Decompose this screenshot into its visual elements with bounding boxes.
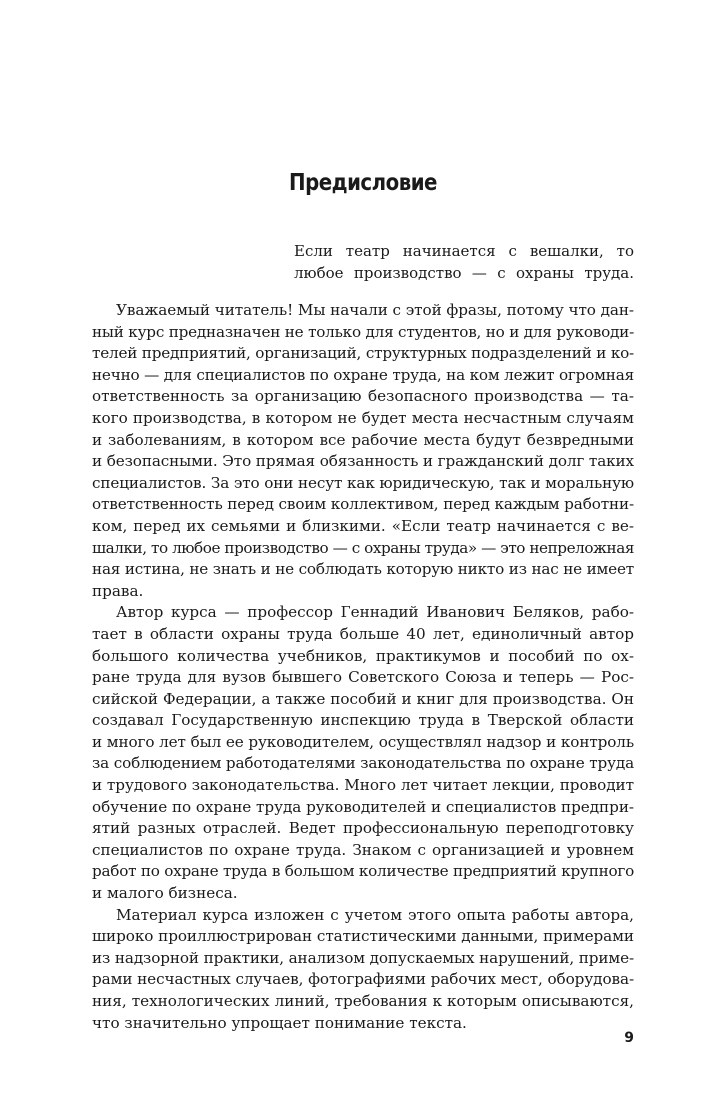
chapter-title: Предисловие (289, 170, 437, 196)
text-line: за соблюдением работодателями законодательства по охране труда (92, 754, 634, 773)
text-line: ответственность перед своим коллективом, перед каждым работни- (92, 495, 634, 514)
text-line: ком, перед их семьями и близкими. «Если театр начинается с ве- (92, 516, 634, 535)
text-line: ятий разных отраслей. Ведет профессиональную переподготовку (92, 819, 634, 838)
text-line: большого количества учебников, практикумов и пособий по ох- (92, 646, 634, 665)
text-line: Материал курса изложен с учетом этого опыта работы автора, (116, 905, 634, 924)
text-line: ная истина, не знать и не соблюдать которую никто из нас не имеет (92, 560, 634, 579)
text-line: ответственность за организацию безопасного производства — та- (92, 387, 634, 406)
text-line: работ по охране труда в большом количестве предприятий крупного (92, 862, 634, 881)
text-line: специалистов. За это они несут как юридическую, так и моральную (92, 473, 634, 492)
text-line: Уважаемый читатель! Мы начали с этой фразы, потому что дан- (116, 301, 634, 319)
text-line: тает в области охраны труда больше 40 лет, единоличный автор (92, 624, 634, 643)
text-line: широко проиллюстрирован статистическими данными, примерами (92, 927, 634, 946)
text-line: ране труда для вузов бывшего Советского Союза и теперь — Рос- (92, 668, 634, 687)
text-line: и безопасными. Это прямая обязанность и гражданский долг таких (92, 452, 634, 471)
text-line: сийской Федерации, а также пособий и книг для производства. Он (92, 689, 634, 708)
paragraph-2 (92, 602, 634, 904)
text-line: и трудового законодательства. Много лет читает лекции, проводит (92, 776, 634, 795)
paragraph-1 (92, 300, 634, 602)
text-line: Автор курса — профессор Геннадий Иванович Беляков, рабо- (116, 603, 634, 622)
epigraph-line: любое производство — с охраны труда. (294, 264, 634, 282)
text-line: рами несчастных случаев, фотографиями рабочих мест, оборудова- (92, 970, 634, 989)
text-line: телей предприятий, организаций, структурных подразделений и ко- (92, 344, 634, 363)
text-line: обучение по охране труда руководителей и специалистов предпри- (92, 797, 634, 816)
text-line: из надзорной практики, анализом допускаемых нарушений, приме- (92, 948, 634, 967)
text-line: кого производства, в котором не будет места несчастным случаям (92, 408, 634, 427)
body-text (92, 300, 634, 1034)
text-line: и много лет был ее руководителем, осуществлял надзор и контроль (92, 732, 634, 751)
text-line: и малого бизнеса. (92, 884, 238, 903)
epigraph (294, 240, 634, 284)
paragraph-3 (92, 905, 634, 1035)
page-number: 9 (624, 1030, 634, 1046)
text-line: права. (92, 581, 144, 600)
text-line: создавал Государственную инспекцию труда в Тверской области (92, 711, 634, 730)
text-line: нечно — для специалистов по охране труда, на ком лежит огромная (92, 365, 634, 384)
text-line: что значительно упрощает понимание текста. (92, 1013, 467, 1032)
text-line: и заболеваниям, в котором все рабочие места будут безвредными (92, 430, 634, 449)
text-line: ния, технологических линий, требования к которым описываются, (92, 992, 634, 1010)
text-line: специалистов по охране труда. Знаком с организацией и уровнем (92, 840, 634, 859)
epigraph-line: Если театр начинается с вешалки, то (294, 242, 634, 260)
text-line: шалки, то любое производство — с охраны труда» — это непреложная (92, 538, 634, 557)
text-line: ный курс предназначен не только для студентов, но и для руководи- (92, 322, 634, 341)
